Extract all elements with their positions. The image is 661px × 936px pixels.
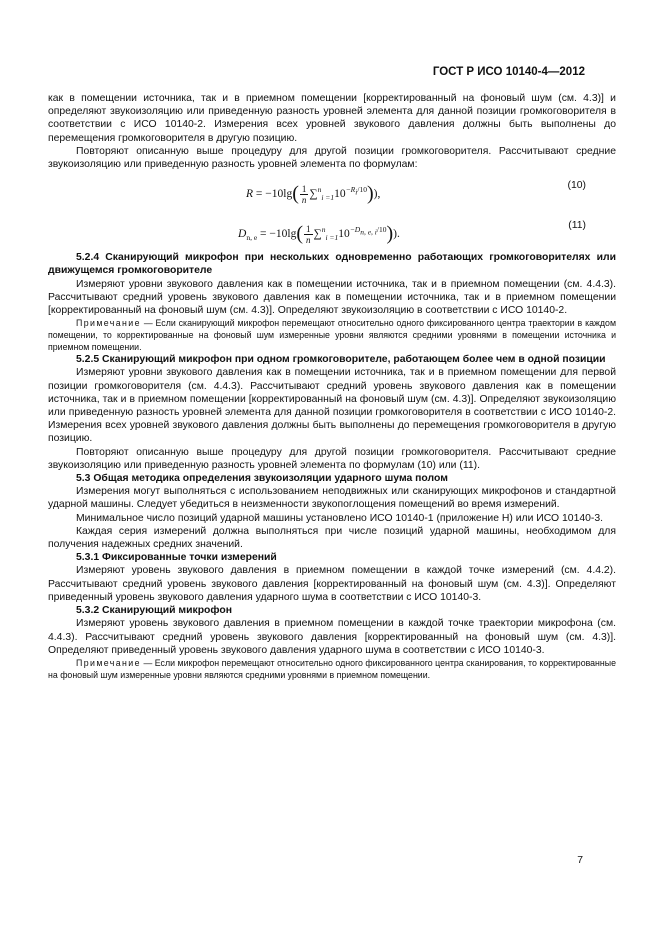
- section-heading: 5.3.2 Сканирующий микрофон: [76, 605, 232, 617]
- note: Примечание — Если сканирующий микрофон перемещают относительно одного фиксированного центра траектории в каждом помещении, то корректированные на фоновый шум измеренные уровни являются средними уровнями в помещении источника и приемном помещении.: [48, 318, 616, 353]
- paragraph: Измерения могут выполняться с использованием неподвижных или сканирующих микрофонов и стандартной ударной машины. Следует убедиться в неизменности звукопоглощения помещений во время измерений.: [48, 486, 616, 511]
- section-heading: 5.3.1 Фиксированные точки измерений: [76, 552, 277, 564]
- section-heading: 5.3 Общая методика определения звукоизоляции ударного шума полом: [76, 473, 448, 485]
- page-content: [48, 92, 616, 681]
- page-number: 7: [577, 855, 583, 866]
- formula-11: $D_{n, e} = -10\lg$( $\frac{1}{n}$ $\sum^n_{i =1}10^{-D_{n, e, i}/10}$)). (11): [238, 220, 586, 245]
- section-heading: 5.2.5 Сканирующий микрофон при одном громкоговорителе, работающем более чем в одной позиции: [76, 354, 606, 366]
- standard-header: ГОСТ Р ИСО 10140-4—2012: [432, 66, 585, 78]
- formula-number: (10): [567, 180, 586, 192]
- paragraph: Повторяют описанную выше процедуру для другой позиции громкоговорителя. Рассчитывают средние звукоизоляцию или приведенную разность уровней элемента по формулам:: [48, 145, 616, 171]
- paragraph: Измеряют уровень звукового давления в приемном помещении в каждой точке измерений (см. 4.4.2). Рассчитывают средний уровень звукового давления [корректированный на фоновый шум (см. 4.3)]. Определяют приведенный уровень звукового давления ударного шума в соответствии с ИСО 10140-3.: [48, 565, 616, 603]
- paragraph: Каждая серия измерений должна выполняться при числе позиций ударной машины, необходимом для получения надежных средних значений.: [48, 525, 616, 551]
- note: Примечание — Если микрофон перемещают относительно одного фиксированного центра сканирования, то корректированные на фоновый шум измеренные уровни являются средними уровнями в приемном помещении.: [48, 657, 616, 680]
- section-heading: 5.2.4 Сканирующий микрофон при нескольких одновременно работающих громкоговорителях или движущемся громкоговорителе: [48, 252, 616, 277]
- paragraph: Измеряют уровень звукового давления в приемном помещении в каждой точке траектории микрофона (см. 4.4.3). Рассчитывают средний уровень звукового давления [корректированный на фоновый шум (см. 4.3)]. Определяют приведенный уровень звукового давления ударного шума в соответствии с ИСО 10140-3.: [48, 618, 616, 656]
- paragraph: как в помещении источника, так и в приемном помещении [корректированный на фоновый шум (см. 4.3)] и определяют звукоизоляцию или приведенную разность уровней элемента для данной позиции громкоговорителя в соответствии с ИСО 10140-2. Измерения всех уровней звукового давления должны быть выполнены до перемещения громкоговорителя в другую позицию.: [48, 93, 616, 144]
- paragraph: Измеряют уровни звукового давления как в помещении источника, так и в приемном помещении (см. 4.4.3). Рассчитывают средний уровень звукового давления как в помещении источника, так и в приемном помещении [корректированный на фоновый шум (см. 4.3)]. Определяют звукоизоляцию в соответствии с ИСО 10140-2.: [48, 278, 616, 317]
- paragraph: Минимальное число позиций ударной машины установлено ИСО 10140-1 (приложение Н) или ИСО 10140-3.: [76, 512, 604, 524]
- formula-10: R = −10lg( $\frac{1}{n}$ $\sum^n_{i =1}10^{-R_i/10}$)), (10): [246, 180, 586, 205]
- formula-number: (11): [568, 220, 586, 232]
- paragraph: Повторяют описанную выше процедуру для другой позиции громкоговорителя. Рассчитывают средние звукоизоляцию или приведенную разность уровней элемента по формулам (10) или (11).: [48, 446, 616, 471]
- paragraph: Измеряют уровни звукового давления как в помещении источника, так и в приемном помещении для первой позиции громкоговорителя (см. 4.4.3). Рассчитывают средний уровень звукового давления как в помещении источника, так и в приемном помещении [корректированный на фоновый шум (см. 4.3)]. Определяют звукоизоляцию или приведенную разность уровней элемента для данной позиции громкоговорителя в соответствии с ИСО 10140-2. Измерения всех уровней звукового давления должны быть выполнены до перемещения громкоговорителя в другую позицию.: [48, 367, 616, 445]
